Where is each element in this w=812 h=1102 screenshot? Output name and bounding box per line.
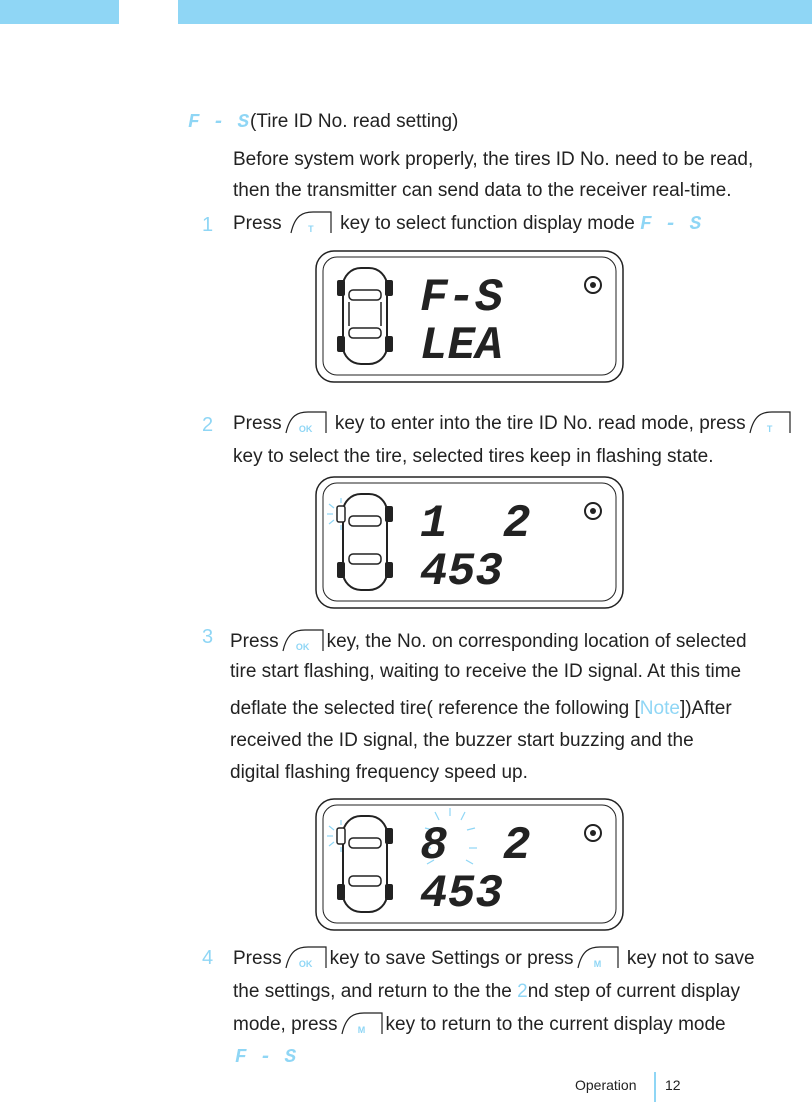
step-3-desc: key, the No. on corresponding location of selected — [326, 631, 747, 652]
lcd-display-3 — [315, 798, 625, 937]
lcd-bottom-text: 453 — [420, 546, 503, 598]
m-key-icon — [576, 946, 620, 968]
step-4-line-2a: the settings, and return to the the — [233, 981, 512, 1002]
section-heading — [188, 110, 458, 134]
lcd-top-text: 1 2 — [420, 498, 531, 550]
intro-line-2: then the transmitter can send data to the receiver real-time. — [233, 180, 732, 201]
lcd-display-2 — [315, 476, 625, 615]
mode-code: F - S — [640, 213, 703, 235]
t-key-label: T — [308, 224, 314, 234]
ok-key-label: OK — [298, 959, 313, 969]
step-3-number: 3 — [202, 626, 214, 648]
ok-key-label: OK — [295, 642, 310, 652]
step-4-line-2 — [233, 980, 740, 1004]
press-label: Press — [233, 413, 282, 434]
header-bar-left — [0, 0, 119, 24]
lcd-top-text: 8 2 — [420, 820, 531, 872]
lcd-display-1 — [315, 250, 625, 389]
ok-key-label: OK — [298, 424, 313, 434]
footer-section: Operation — [575, 1077, 637, 1093]
step-1-desc: key to select function display mode — [340, 213, 635, 234]
step-3-line-5: digital flashing frequency speed up. — [230, 762, 528, 783]
step-3-line-3b: ])After — [679, 698, 732, 719]
step-3-text — [230, 629, 747, 654]
step-4-text — [233, 946, 755, 971]
step-2-number: 2 — [202, 414, 214, 436]
m-key-label: M — [357, 1025, 366, 1035]
ok-key-icon — [284, 946, 328, 968]
press-label: Press — [233, 948, 282, 969]
step-4-desc: key to save Settings or press — [329, 948, 574, 969]
t-key-icon — [748, 411, 792, 433]
press-label: Press — [230, 631, 279, 652]
step-1-text — [233, 211, 702, 236]
step-4-line-2b: nd step of current display — [527, 981, 741, 1002]
step-ref-number: 2 — [517, 981, 528, 1002]
step-4-line-3a: mode, press — [233, 1014, 338, 1035]
step-4-mode-code — [235, 1045, 297, 1069]
footer-divider — [654, 1072, 656, 1102]
step-4-number: 4 — [202, 947, 214, 969]
step-4-desc-2: key not to save — [626, 948, 755, 969]
lcd-top-text: F-S — [420, 272, 503, 324]
lcd-bottom-text: LEA — [420, 320, 503, 372]
step-3-line-3a: deflate the selected tire( reference the following [ — [230, 698, 640, 719]
mode-code: F - S — [188, 111, 251, 133]
header-bar-right — [178, 0, 812, 24]
mode-code: F - S — [235, 1046, 298, 1068]
step-3-line-3 — [230, 697, 732, 721]
step-2-line-2: key to select the tire, selected tires keep in flashing state. — [233, 446, 714, 467]
step-3-line-4: received the ID signal, the buzzer start buzzing and the — [230, 730, 694, 751]
step-2-desc: key to enter into the tire ID No. read mode, press — [334, 413, 746, 434]
step-4-line-3b: key to return to the current display mode — [385, 1014, 726, 1035]
step-4-line-3 — [233, 1012, 726, 1037]
m-key-label: M — [593, 959, 602, 969]
intro-line-1: Before system work properly, the tires ID No. need to be read, — [233, 149, 754, 170]
step-2-text — [233, 411, 794, 436]
step-1-number: 1 — [202, 214, 214, 236]
heading-title: (Tire ID No. read setting) — [250, 111, 459, 132]
note-link: Note — [639, 698, 680, 719]
page-number: 12 — [665, 1077, 681, 1093]
ok-key-icon — [284, 411, 328, 433]
step-3-line-2: tire start flashing, waiting to receive the ID signal. At this time — [230, 661, 742, 682]
car-icon — [337, 268, 393, 364]
ok-key-icon — [281, 629, 325, 651]
lcd-bottom-text: 453 — [420, 868, 503, 920]
t-key-icon — [289, 211, 333, 233]
m-key-icon — [340, 1012, 384, 1034]
t-key-label: T — [766, 424, 773, 434]
press-label: Press — [233, 213, 282, 234]
